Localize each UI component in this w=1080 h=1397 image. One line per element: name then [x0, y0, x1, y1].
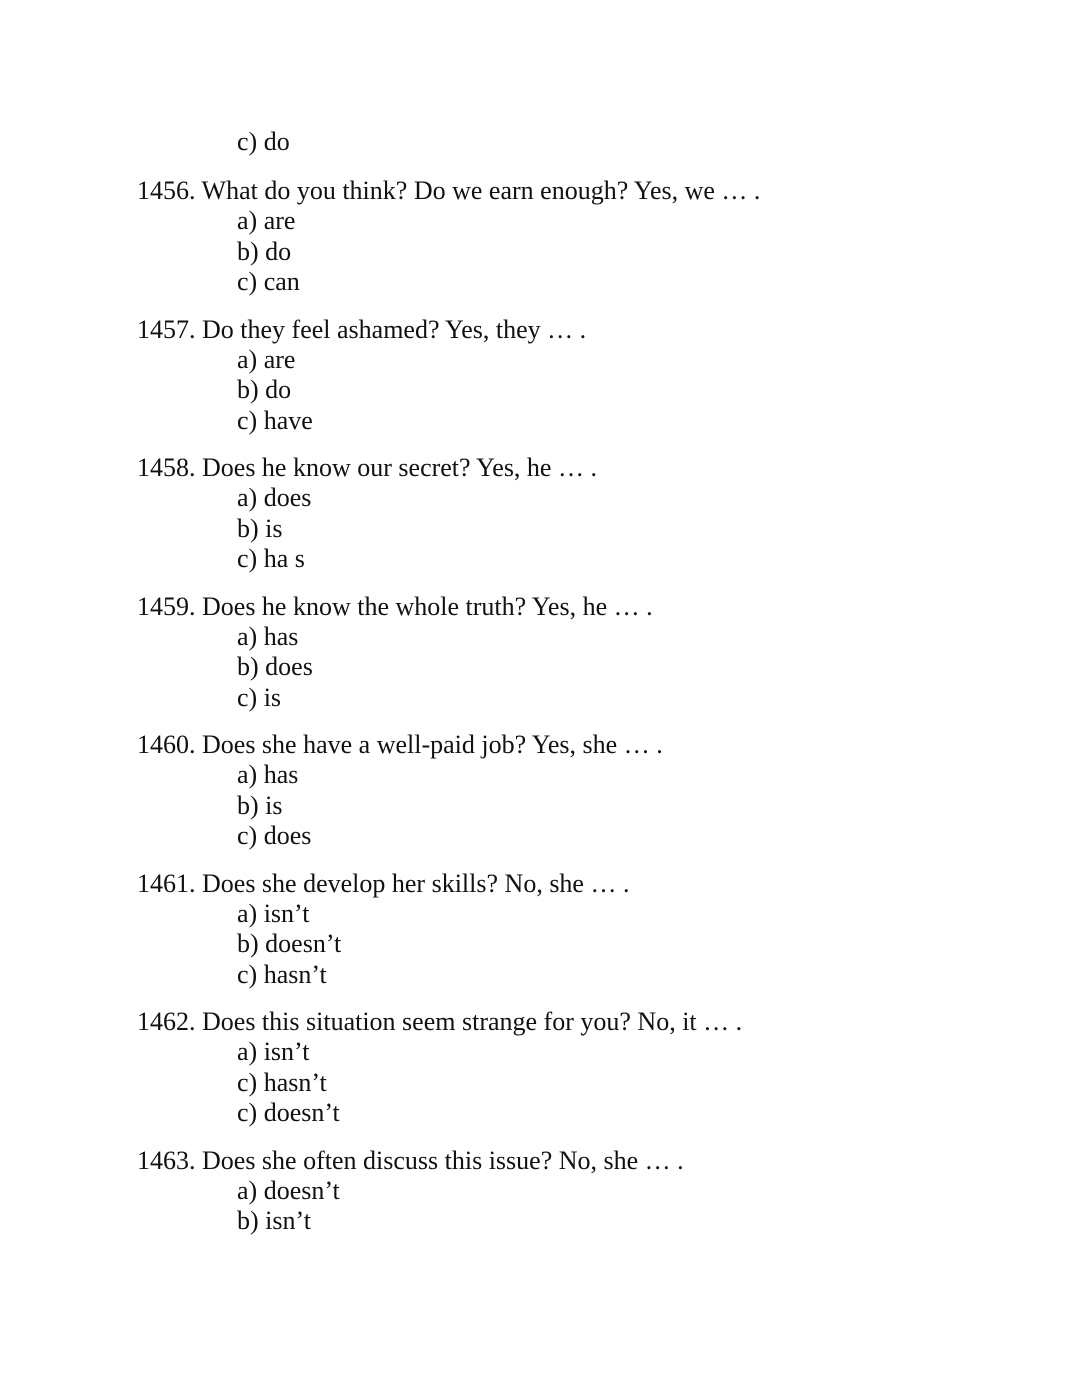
option: b) isn’t: [237, 1206, 311, 1235]
option: a) has: [237, 760, 299, 789]
question-stem: 1456. What do you think? Do we earn enough? Yes, we … .: [137, 176, 761, 205]
question-stem: 1459. Does he know the whole truth? Yes, he … .: [137, 591, 653, 621]
question-1458: [137, 453, 1037, 575]
question-1460: [137, 730, 1037, 852]
option: c) ha s: [237, 544, 305, 573]
option: a) are: [237, 344, 296, 374]
question-1461: [137, 869, 1037, 991]
question-1457: [137, 315, 1037, 437]
option-list: [137, 760, 1037, 852]
option-list: [137, 1037, 1037, 1129]
option: b) does: [237, 652, 313, 681]
option: a) are: [237, 206, 296, 235]
option: c) hasn’t: [237, 959, 327, 989]
question-1462: [137, 1007, 1037, 1129]
option: c) can: [237, 267, 300, 296]
option: b) doesn’t: [237, 929, 342, 958]
question-stem: 1463. Does she often discuss this issue? No, she … .: [137, 1145, 684, 1175]
option-list: [137, 622, 1037, 714]
option-list: [137, 899, 1037, 991]
option: b) is: [237, 513, 283, 543]
option: b) is: [237, 790, 283, 820]
question-stem: 1460. Does she have a well-paid job? Yes, she … .: [137, 730, 663, 759]
option: b) do: [237, 236, 292, 266]
option: c) doesn’t: [237, 1098, 340, 1127]
option: a) isn’t: [237, 898, 310, 928]
option: c) hasn’t: [237, 1067, 327, 1097]
option-list: [137, 1176, 1037, 1237]
question-1459: [137, 592, 1037, 714]
option-list: [137, 345, 1037, 437]
option-list: [137, 206, 1037, 298]
option: c) have: [237, 405, 313, 435]
option: c) does: [237, 821, 312, 850]
question-1463: [137, 1146, 1037, 1237]
question-list: [137, 176, 1037, 1254]
option-list: [137, 483, 1037, 575]
option: a) does: [237, 483, 312, 512]
question-stem: 1458. Does he know our secret? Yes, he … .: [137, 453, 597, 482]
option-carryover: c) do: [237, 127, 290, 156]
question-stem: 1457. Do they feel ashamed? Yes, they … .: [137, 314, 587, 344]
option: c) is: [237, 682, 282, 712]
question-stem: 1461. Does she develop her skills? No, she … .: [137, 868, 630, 898]
option: b) do: [237, 375, 292, 404]
option: a) isn’t: [237, 1037, 310, 1066]
question-stem: 1462. Does this situation seem strange for you? No, it … .: [137, 1007, 743, 1036]
question-1456: [137, 176, 1037, 298]
option: a) has: [237, 621, 299, 651]
option: a) doesn’t: [237, 1175, 340, 1205]
